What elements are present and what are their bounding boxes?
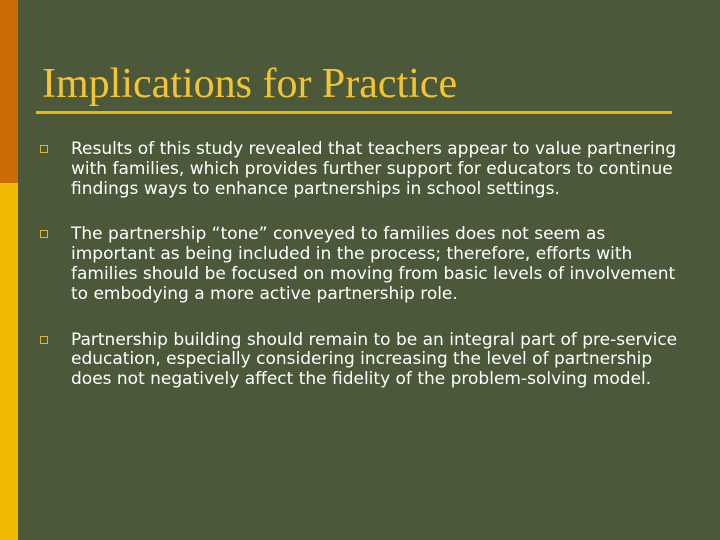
- bullet-item: [40, 140, 680, 199]
- bullet-text: The partnership “tone” conveyed to families does not seem as important as being included in the process; therefore, efforts with families should be focused on moving from basic levels of involvement to embodying a more active partnership role.: [71, 224, 676, 304]
- bullet-list: [40, 140, 680, 390]
- bullet-text: Partnership building should remain to be an integral part of pre-service education, especially considering increasing the level of partnership does not negatively affect the fidelity of the problem-solving model.: [71, 329, 678, 390]
- bullet-item: [40, 225, 680, 304]
- bullet-text: Results of this study revealed that teachers appear to value partnering with families, which provides further support for educators to continue findings ways to enhance partnerships in school settings.: [71, 139, 677, 199]
- accent-bar-orange: [0, 0, 18, 183]
- square-bullet-icon: [40, 230, 48, 238]
- bullet-item: [40, 331, 680, 390]
- accent-bar-yellow: [0, 183, 18, 540]
- square-bullet-icon: [40, 145, 48, 153]
- slide-title: Implications for Practice: [42, 61, 458, 107]
- square-bullet-icon: [40, 336, 48, 344]
- title-underline: [36, 111, 672, 114]
